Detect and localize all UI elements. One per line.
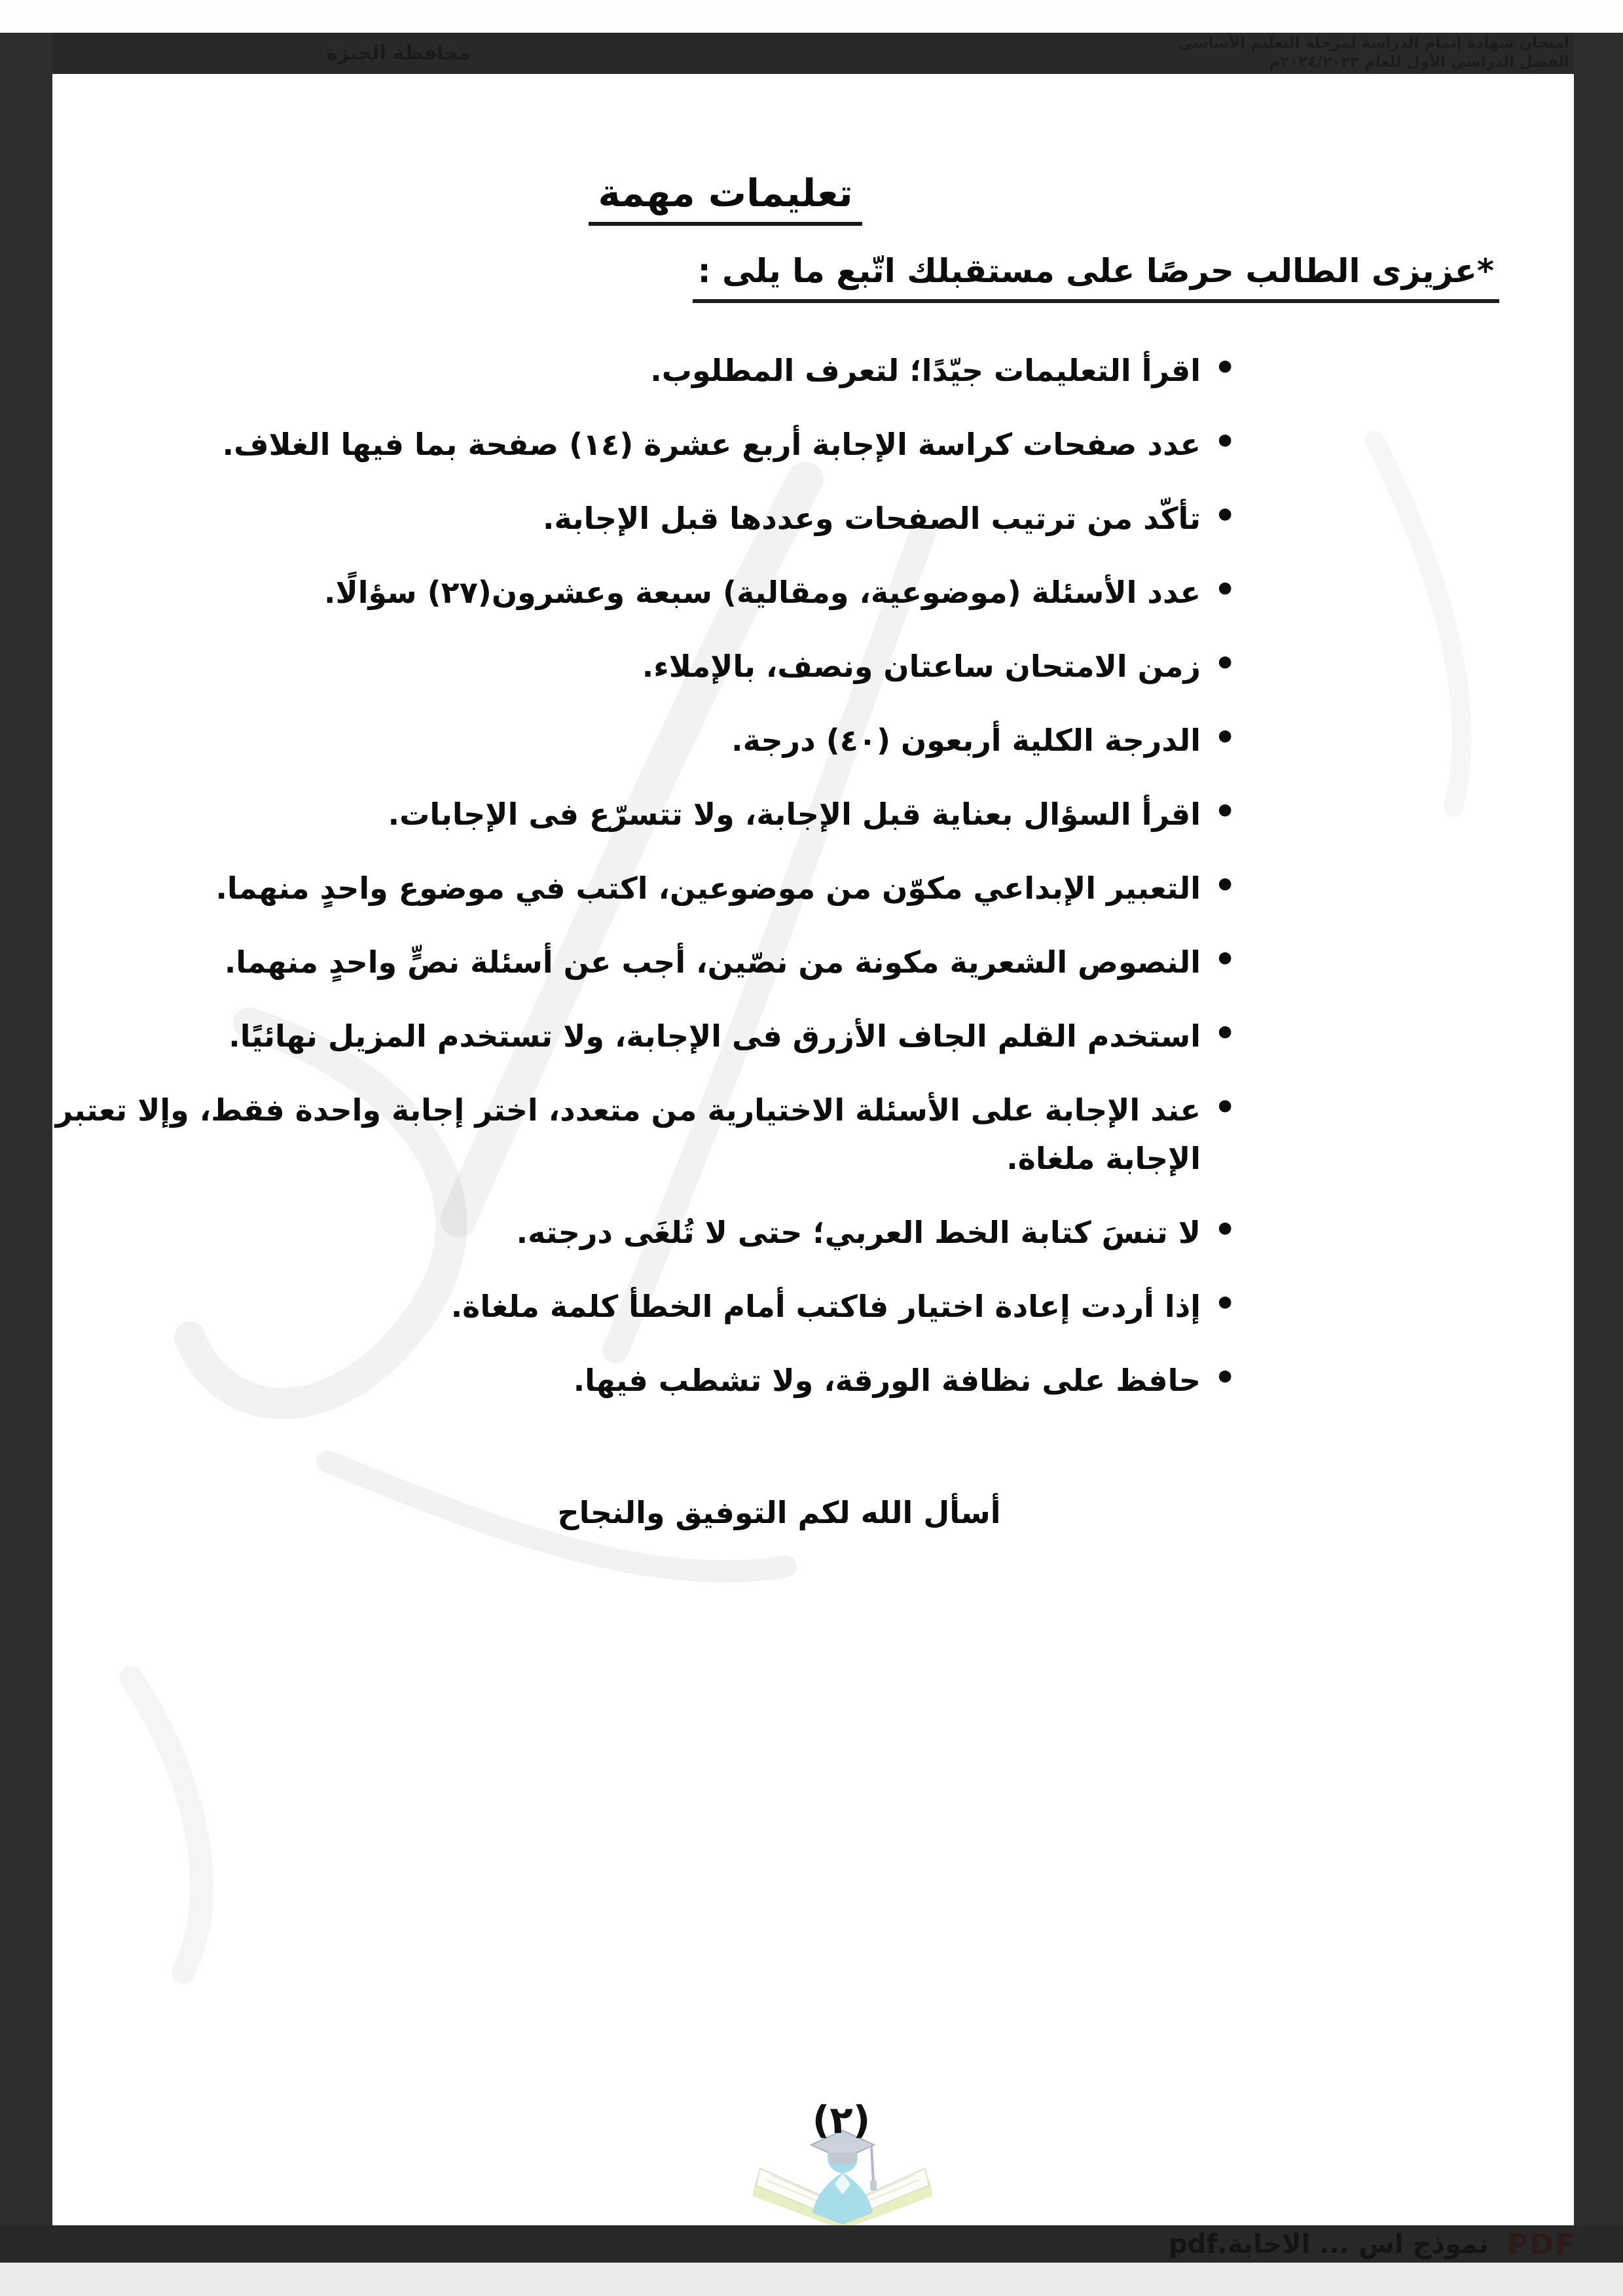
instruction-item: • النصوص الشعرية مكونة من نصّين، أجب عن أسئلة نصٍّ واحدٍ منهما. xyxy=(52,938,1237,986)
page-title: تعليمات مهمة xyxy=(589,171,862,226)
bottom-gray-strip xyxy=(0,2263,1623,2296)
header-exam-title: امتحان شهادة إتمام الدراسة لمرحلة التعليم الأساسي xyxy=(1178,35,1569,52)
left-dark-margin xyxy=(0,33,52,2263)
instruction-item: • عدد صفحات كراسة الإجابة أربع عشرة (١٤) صفحة بما فيها الغلاف. xyxy=(52,420,1237,469)
instruction-item: • عدد الأسئلة (موضوعية، ومقالية) سبعة وعشرون(٢٧) سؤالًا. xyxy=(52,568,1237,617)
viewer-top-bar xyxy=(0,33,1623,74)
instruction-item: • اقرأ السؤال بعناية قبل الإجابة، ولا تتسرّع فى الإجابات. xyxy=(52,790,1237,838)
instruction-item: • الدرجة الكلية أربعون (٤٠) درجة. xyxy=(52,716,1237,764)
instruction-item: • حافظ على نظافة الورقة، ولا تشطب فيها. xyxy=(52,1356,1237,1405)
instruction-item: • التعبير الإبداعي مكوّن من موضوعين، اكتب في موضوع واحدٍ منهما. xyxy=(52,864,1237,912)
page-subtitle: *عزيزى الطالب حرصًا على مستقبلك اتّبع ما يلى : xyxy=(693,252,1499,303)
header-exam-info xyxy=(1178,34,1569,72)
instruction-item: • عند الإجابة على الأسئلة الاختيارية من متعدد، اختر إجابة واحدة فقط، وإلا تعتبر الإجابة ملغاة. xyxy=(52,1086,1237,1183)
page-number: (٢) xyxy=(812,2098,871,2142)
right-dark-margin xyxy=(1574,33,1623,2263)
header-exam-term: الفصل الدراسي الأول للعام ٢٠٢٤/٢٠٢٣م xyxy=(1269,54,1569,71)
instruction-item: • زمن الامتحان ساعتان ونصف، بالإملاء. xyxy=(52,642,1237,691)
closing-blessing: أسأل الله لكم التوفيق والنجاح xyxy=(557,1495,1001,1530)
instruction-item: • تأكّد من ترتيب الصفحات وعددها قبل الإجابة. xyxy=(52,494,1237,543)
viewer-bottom-bar xyxy=(0,2225,1623,2263)
pdf-badge: PDF xyxy=(1507,2228,1576,2261)
instruction-item: • اقرأ التعليمات جيّدًا؛ لتعرف المطلوب. xyxy=(52,346,1237,395)
header-governorate: محافظة الجيزة xyxy=(326,42,471,65)
instructions-list xyxy=(52,346,1237,1405)
document-page xyxy=(52,74,1574,2225)
instruction-item: • إذا أردت إعادة اختيار فاكتب أمام الخطأ كلمة ملغاة. xyxy=(52,1282,1237,1331)
open-file-name: نموذج اس ... الاجابة.pdf xyxy=(1168,2229,1489,2259)
top-white-strip xyxy=(0,0,1623,33)
instruction-item: • لا تنسَ كتابة الخط العربي؛ حتى لا تُلغَى درجته. xyxy=(52,1208,1237,1257)
instruction-item: • استخدم القلم الجاف الأزرق فى الإجابة، ولا تستخدم المزيل نهائيًا. xyxy=(52,1012,1237,1060)
